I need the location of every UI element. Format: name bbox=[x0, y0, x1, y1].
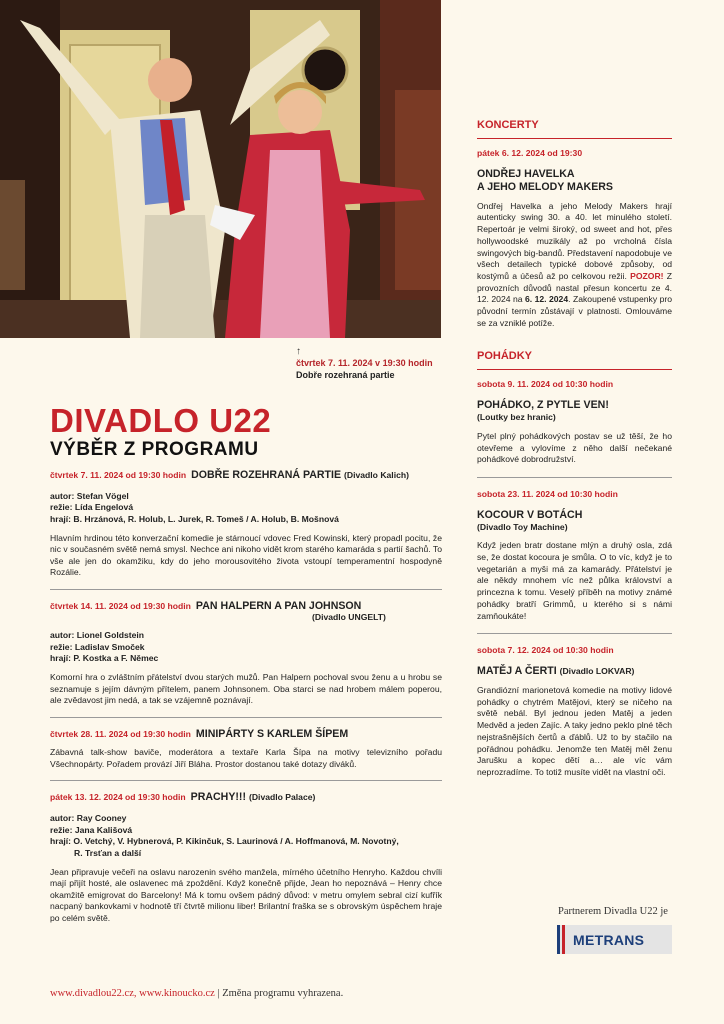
section-heading-concerts: KONCERTY bbox=[477, 119, 539, 131]
divider bbox=[50, 780, 442, 781]
section-divider bbox=[477, 369, 672, 370]
footer-separator: | bbox=[214, 988, 223, 999]
event-description: Komorní hra o zvláštním přátelství dvou starých mužů. Pan Halpern pochoval svou ženu a u hrobu se seznamuje s jejím dávným přítelem, panem Johnsonem. Oba starci se nad hrobem málem poperou, ale zvědavost jim nedá, a tak se vzájemně poznávají. bbox=[50, 672, 442, 706]
event-name: KOCOUR V BOTÁCH bbox=[477, 508, 583, 521]
event-name bbox=[477, 168, 672, 194]
event-credits bbox=[50, 813, 442, 860]
notice-new-date: 6. 12. 2024 bbox=[524, 294, 569, 305]
event-credits bbox=[50, 630, 442, 665]
divider bbox=[50, 717, 442, 718]
event-cast: hrají: O. Vetchý, V. Hybnerová, P. Kikinčuk, S. Laurinová / A. Hoffmanová, M. Novotný, bbox=[50, 836, 399, 847]
event-venue: (Loutky bez hranic) bbox=[477, 412, 556, 423]
event-date: sobota 9. 11. 2024 od 10:30 hodin bbox=[477, 379, 614, 390]
program-item bbox=[50, 601, 442, 707]
page-title: DIVADLO U22 bbox=[50, 402, 272, 439]
event-name: PAN HALPERN A PAN JOHNSON bbox=[195, 599, 362, 612]
section-divider bbox=[477, 138, 672, 139]
photo-caption bbox=[296, 347, 433, 381]
event-name-line2: A JEHO MELODY MAKERS bbox=[477, 180, 613, 193]
footer bbox=[50, 988, 343, 999]
event-author: autor: Ray Cooney bbox=[50, 812, 127, 823]
event-cast: hrají: P. Kostka a F. Němec bbox=[50, 653, 159, 664]
event-description: Grandiózní marionetová komedie na motivy lidové pohádky o chytrém Matějovi, který se ničeho na světě nebál. Byl jednou jeden Matěj a jeden Medvěd a jeden Zajíc. A taky jedno peklo plné těch nejstrašnějších čertů a ďáblů. Už to by stačilo na pořádnou pohádku. Jenomže ten Matěj měl ženu Jarušku a kopec dětí a… ale víc vám neprozradíme. To totiž musíte vidět na vlastní oči. bbox=[477, 684, 672, 777]
event-description: Zábavná talk-show baviče, moderátora a textaře Karla Šípa na motivy televizního pořadu Všechnopárty. Pořadem provází Jiří Bláha. Prostor dostanou také dotazy diváků. bbox=[50, 747, 442, 769]
caption-date: čtvrtek 7. 11. 2024 v 19:30 hodin bbox=[296, 358, 433, 368]
notice-label: POZOR! bbox=[630, 270, 664, 281]
event-cast-continued: R. Trsťan a další bbox=[74, 848, 142, 859]
program-item bbox=[50, 470, 442, 579]
event-author: autor: Lionel Goldstein bbox=[50, 629, 145, 640]
event-cast: hrají: B. Hrzánová, R. Holub, L. Jurek, R. Tomeš / A. Holub, B. Mošnová bbox=[50, 514, 339, 525]
divider bbox=[477, 477, 672, 478]
divider bbox=[477, 633, 672, 634]
footer-note: Změna programu vyhrazena. bbox=[222, 988, 344, 999]
sidebar bbox=[477, 118, 672, 779]
event-date: čtvrtek 14. 11. 2024 od 19:30 hodin bbox=[50, 600, 191, 611]
event-director: režie: Ladislav Smoček bbox=[50, 641, 145, 652]
event-venue: (Divadlo Palace) bbox=[248, 792, 316, 803]
arrow-up-icon: ↑ bbox=[296, 346, 301, 357]
event-venue: (Divadlo LOKVAR) bbox=[559, 665, 635, 676]
fairytale-item bbox=[477, 645, 672, 778]
page-subtitle: VÝBĚR Z PROGRAMU bbox=[50, 439, 259, 460]
event-name: DOBŘE ROZEHRANÁ PARTIE bbox=[191, 469, 342, 481]
event-description-text: Ondřej Havelka a jeho Melody Makers hrají autenticky swing 30. a 40. let minulého století. Repertoár je velmi široký, od sweet and hot, přes hollywoodské muzikály až po vrcholná čísla swingových big-bandů. Představení napodobuje ve všech detailech typické dobové způsoby, od kostýmů a účesů až po celkovou režii. bbox=[477, 200, 672, 281]
footer-websites[interactable]: www.divadlou22.cz, www.kinoucko.cz bbox=[50, 988, 215, 999]
event-description: Jean připravuje večeři na oslavu narozenin svého manžela, mírného účetního Henryho. Každou chvíli mají přijít hosté, ale oslavenec má zpoždění. Když konečně přijde, Jean ho nepoznává – Henry chce okamžitě emigrovat do Barcelony! Má k tomu ovšem pádný důvod: v metru omylem sebral cizí kufřík nacpaný bankovkami v hodnotě tří čtvrtě milionu liber! Brilantní fraška se s obrovským úspěchem hraje po celém světě. bbox=[50, 866, 442, 923]
event-date: pátek 13. 12. 2024 od 19:30 hodin bbox=[50, 792, 186, 803]
divider bbox=[50, 589, 442, 590]
event-date: čtvrtek 28. 11. 2024 od 19:30 hodin bbox=[50, 728, 191, 739]
partner-logo bbox=[557, 925, 672, 954]
section-heading-fairytales: POHÁDKY bbox=[477, 350, 533, 363]
event-venue: (Divadlo UNGELT) bbox=[312, 612, 386, 623]
partner-logo-text: METRANS bbox=[573, 931, 645, 948]
event-credits bbox=[50, 491, 442, 526]
event-description bbox=[477, 201, 672, 330]
event-name bbox=[477, 665, 672, 678]
notice-text: Z provozních důvodů nastal přesun koncertu ze 4. 12. 2024 na bbox=[477, 270, 673, 305]
fairytale-item bbox=[477, 489, 672, 622]
event-description: Hlavním hrdinou této konverzační komedie je stárnoucí vdovec Fred Kowinski, který propadl pocitu, že nic v současném světě nemá smysl. Nechce ani nikoho vidět krom starého kamaráda s partií šachů. To vše ale jen do okamžiku, kdy do jeho morousovitého života vstoupí temperamentní hospodyně Rozálie. bbox=[50, 532, 442, 578]
caption-title: Dobře rozehraná partie bbox=[296, 370, 395, 380]
logo-bars-icon bbox=[557, 925, 567, 954]
program-item bbox=[50, 729, 442, 771]
event-name: MINIPÁRTY S KARLEM ŠÍPEM bbox=[195, 727, 349, 740]
event-name-text: MATĚJ A ČERTI bbox=[477, 664, 557, 677]
page-title-block bbox=[50, 403, 271, 461]
event-name: PRACHY!!! bbox=[190, 791, 246, 804]
event-date: sobota 7. 12. 2024 od 10:30 hodin bbox=[477, 645, 614, 656]
fairytale-item bbox=[477, 379, 672, 466]
partner-text: Partnerem Divadla U22 je bbox=[558, 906, 668, 917]
event-director: režie: Lída Engelová bbox=[50, 502, 134, 513]
event-date: čtvrtek 7. 11. 2024 od 19:30 hodin bbox=[50, 470, 187, 480]
event-director: režie: Jana Kališová bbox=[50, 824, 133, 835]
event-name-line1: ONDŘEJ HAVELKA bbox=[477, 167, 575, 180]
hero-photo bbox=[0, 0, 441, 338]
event-venue: (Divadlo Toy Machine) bbox=[477, 521, 568, 532]
event-name: POHÁDKO, Z PYTLE VEN! bbox=[477, 399, 609, 412]
event-description: Pytel plný pohádkových postav se už těší, že ho otevřeme a vylovíme z něho další nečekané pohádkové dobrodružství. bbox=[477, 430, 672, 465]
event-description: Když jeden bratr dostane mlýn a druhý osla, zdá se, že dostat kocoura je smůla. O to víc, když je to vegetarián a myši má za kamarády. Přátelství je ale někdy mnohem víc než půlka království a princezna k tomu. Veselý příběh na motivy známé pohádky bratří Grimmů, u kterého si s námi zamňoukáte! bbox=[477, 540, 672, 621]
event-venue: (Divadlo Kalich) bbox=[344, 470, 409, 480]
event-author: autor: Stefan Vögel bbox=[50, 490, 129, 501]
program-item bbox=[50, 792, 442, 924]
notice-text-end: . Zakoupené vstupenky pro původní termín zůstávají v platnosti. Omlouváme se za vzniklé potíže. bbox=[477, 294, 672, 328]
event-date: sobota 23. 11. 2024 od 10:30 hodin bbox=[477, 488, 618, 499]
program-list bbox=[50, 470, 442, 924]
concert-item bbox=[477, 148, 672, 329]
event-date: pátek 6. 12. 2024 od 19:30 bbox=[477, 148, 583, 158]
